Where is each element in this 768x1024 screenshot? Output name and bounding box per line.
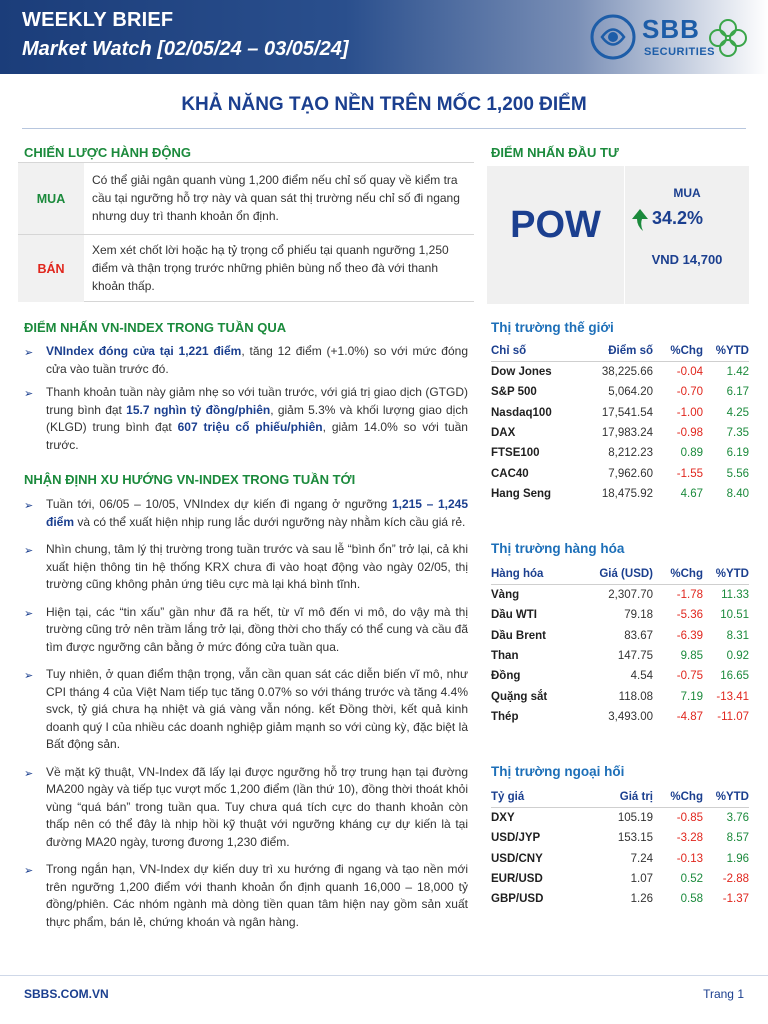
outlook-list [24, 496, 468, 931]
table-cell: -1.00 [676, 406, 703, 419]
table-cell: 7.35 [726, 427, 749, 440]
list-item [24, 764, 468, 852]
row-label: S&P 500 [491, 386, 537, 399]
footer-website-link[interactable]: SBBS.COM.VN [24, 987, 109, 1001]
table-cell: -0.70 [676, 386, 703, 399]
vnindex-close-highlight: VNIndex đóng cửa tại 1,221 điểm [46, 344, 242, 358]
row-label: Dow Jones [491, 366, 552, 379]
bullet-arrow-icon: ➢ [24, 500, 34, 512]
logo-emblem-icon [588, 12, 638, 62]
table-cell: 6.17 [726, 386, 749, 399]
table-cell: 8,212.23 [608, 447, 653, 460]
bullet-text: Về mặt kỹ thuật, VN-Index đã lấy lại được ngưỡng hỗ trợ trung hạn tại đường MA200 ngày và tiếp tục vượt mốc 1,200 điểm (lần thứ 10), đồng thời thoát khỏi vùng “quá bán” trong tuần qua. Tuy chưa quá tích cực do thanh khoản còn thấp nên có thể đây là nhịp hồi kỹ thuật với ngưỡng kháng cự dự kiến là tại đường MA20 ngày, tương đương 1,230 điểm. [46, 764, 468, 849]
column-header: Hàng hóa [491, 567, 544, 580]
bullet-text: Hiện tại, các “tin xấu” gần như đã ra hết, từ vĩ mô đến vi mô, do vậy mà thị trường cũng trở nên trầm lắng trở lại, đồng thời cho thấy có thể cung và cầu đã tìm được ngưỡng cân bằng ở mức đóng cửa tuần qua. [46, 604, 468, 654]
company-logo [588, 10, 748, 66]
list-item [24, 541, 468, 594]
table-row [491, 443, 749, 463]
table-cell: 7.19 [680, 690, 703, 703]
table-cell: 3,493.00 [608, 710, 653, 723]
table-cell: -1.78 [676, 589, 703, 602]
table-cell: 2,307.70 [608, 589, 653, 602]
table-cell: 4.54 [630, 670, 653, 683]
pick-action: MUA [673, 186, 701, 200]
bullet-arrow-icon: ➢ [24, 388, 34, 400]
bullet-arrow-icon: ➢ [24, 865, 34, 877]
table-cell: -3.28 [676, 832, 703, 845]
strategy-text-sell: Xem xét chốt lời hoặc hạ tỷ trọng cổ phiếu tại quanh ngưỡng 1,250 điểm và thận trọng trước những phiên bùng nổ theo đà với thanh khoản thấp. [92, 243, 449, 293]
column-header: %YTD [715, 790, 749, 803]
gtgd-highlight: 15.7 nghìn tỷ đồng/phiên [126, 402, 271, 417]
logo-clover-icon [708, 18, 748, 58]
row-label: GBP/USD [491, 893, 544, 906]
bullet-text: , giảm 5.3% và khối lượng giao dịch (KLGD) trung bình đạt [46, 402, 469, 434]
commodity-market-heading: Thị trường hàng hóa [491, 541, 625, 556]
row-label: Đồng [491, 670, 521, 683]
table-cell: 0.52 [680, 873, 703, 886]
commodity-market-table [491, 563, 749, 727]
pick-heading: ĐIỂM NHẤN ĐẦU TƯ [491, 145, 619, 160]
table-row [491, 646, 749, 666]
table-cell: -13.41 [716, 690, 749, 703]
row-label: Dầu WTI [491, 609, 537, 622]
table-cell: 9.85 [680, 650, 703, 663]
strategy-label-sell: BÁN [18, 235, 84, 302]
table-cell: -0.04 [676, 366, 703, 379]
table-cell: -2.88 [722, 873, 749, 886]
column-header: Tỷ giá [491, 790, 525, 803]
row-label: Quặng sắt [491, 690, 548, 703]
fx-market-table [491, 786, 749, 909]
strategy-row-sell [18, 235, 474, 302]
table-row [491, 828, 749, 848]
table-cell: 3.76 [726, 812, 749, 825]
table-cell: 8.40 [726, 487, 749, 500]
table-row [491, 869, 749, 889]
row-label: DAX [491, 427, 516, 440]
table-cell: 0.89 [680, 447, 703, 460]
list-item [24, 666, 468, 754]
table-cell: -0.85 [676, 812, 703, 825]
bullet-text: Nhìn chung, tâm lý thị trường trong tuần trước và sau lễ “bình ổn” trở lại, cả khi xuất hiện thông tin hệ thống KRX chưa đi vào hoạt động vào ngày 02/05, thị trường cũng không phản ứng tiêu cực mà lại khá bình tĩnh. [46, 542, 468, 591]
pick-ticker: POW [510, 204, 601, 246]
bullet-text: Tuy nhiên, ở quan điểm thận trọng, vẫn cần quan sát các diễn biến vĩ mô, như CPI tháng 4 của Việt Nam tiếp tục tăng 0.07% so với tháng trước và tăng 4.4% svck, tỷ giá chưa hạ nhiệt và giá vàng vẫn nóng. kết Đồng thời, kết quả kinh doanh quý I của nhiều các doanh nghiệp giảm mạnh so với cùng kỳ, đặc biệt là Bất động sản. [46, 667, 468, 751]
vnindex-week-heading: ĐIỂM NHẤN VN-INDEX TRONG TUẦN QUA [24, 320, 287, 335]
row-label: CAC40 [491, 467, 529, 480]
bullet-arrow-icon: ➢ [24, 545, 34, 557]
world-market-table [491, 340, 749, 504]
table-row [491, 605, 749, 625]
strategy-label-buy: MUA [18, 163, 84, 234]
page-title: KHẢ NĂNG TẠO NỀN TRÊN MỐC 1,200 ĐIỂM [181, 94, 587, 115]
table-cell: 7.24 [630, 852, 653, 865]
table-row [491, 382, 749, 402]
table-row [491, 423, 749, 443]
title-divider [22, 128, 746, 129]
strategy-heading: CHIẾN LƯỢC HÀNH ĐỘNG [24, 145, 192, 160]
list-item [24, 384, 468, 454]
table-row [491, 403, 749, 423]
pick-change: 34.2% [652, 208, 704, 228]
footer-divider [0, 975, 768, 976]
table-cell: -6.39 [676, 629, 703, 642]
table-cell: -11.07 [717, 710, 749, 723]
row-label: USD/JYP [491, 832, 541, 845]
table-cell: 38,225.66 [601, 366, 653, 379]
fx-table-body [491, 808, 749, 909]
row-label: Hang Seng [491, 487, 552, 500]
table-cell: 4.25 [726, 406, 749, 419]
row-label: Dầu Brent [491, 629, 546, 642]
list-item [24, 861, 468, 931]
pick-price: VND 14,700 [651, 252, 723, 267]
table-row [491, 666, 749, 686]
row-label: DXY [491, 812, 515, 825]
table-header [491, 563, 749, 585]
table-cell: 10.51 [720, 609, 749, 622]
bullet-text: Tuần tới, 06/05 – 10/05, VNIndex dự kiến đi ngang ở ngưỡng [46, 497, 392, 511]
table-cell: 16.65 [720, 670, 749, 683]
column-header: %YTD [715, 567, 749, 580]
commodity-table-body [491, 585, 749, 727]
column-header: %Chg [670, 567, 703, 580]
table-cell: -0.13 [676, 852, 703, 865]
logo-subtext: SECURITIES [644, 46, 716, 58]
outlook-heading: NHẬN ĐỊNH XU HƯỚNG VN-INDEX TRONG TUẦN TỚI [24, 472, 356, 487]
table-cell: 0.92 [726, 650, 749, 663]
table-cell: -0.75 [676, 670, 703, 683]
row-label: EUR/USD [491, 873, 543, 886]
bullet-text: , tăng 12 điểm (+1.0%) so với mức đóng cửa vào tuần trước đó. [46, 344, 468, 376]
table-cell: -5.36 [676, 609, 703, 622]
table-cell: 1.96 [726, 852, 749, 865]
range-highlight: 1,215 – 1,245 điểm [46, 497, 468, 529]
list-item [24, 604, 468, 657]
table-cell: -0.98 [676, 427, 703, 440]
column-header: %Chg [670, 790, 703, 803]
table-cell: 83.67 [624, 629, 653, 642]
table-header [491, 340, 749, 362]
column-header: %Chg [670, 344, 703, 357]
column-header: Chỉ số [491, 344, 527, 357]
table-cell: 1.26 [630, 893, 653, 906]
table-cell: 11.33 [721, 589, 749, 602]
bullet-text: Trong ngắn hạn, VN-Index dự kiến duy trì xu hướng đi ngang và tạo nền mới trên ngưỡng 1,200 điểm với thanh khoản ổn định quanh 16,000 – 18,000 tỷ đồng/phiên. Các nhóm ngành mà dòng tiền quan tâm hiện nay gồm sản xuất thực phẩm, bán lẻ, chứng khoán và ngân hàng. [46, 862, 468, 929]
table-cell: 6.19 [726, 447, 749, 460]
table-cell: 17,983.24 [601, 427, 653, 440]
column-header: Điểm số [608, 344, 653, 357]
table-row [491, 463, 749, 483]
table-cell: -4.87 [676, 710, 703, 723]
table-row [491, 484, 749, 504]
klgd-highlight: 607 triệu cổ phiếu/phiên [177, 420, 323, 434]
table-cell: 147.75 [617, 650, 653, 663]
column-header: %YTD [715, 344, 749, 357]
bullet-text: Thanh khoản tuần này giảm nhẹ so với tuần trước, với giá trị giao dịch (GTGD) trung bình đạt [46, 385, 468, 417]
row-label: USD/CNY [491, 852, 543, 865]
table-cell: -1.55 [676, 467, 703, 480]
table-cell: 118.08 [618, 690, 653, 703]
row-label: Than [491, 650, 519, 663]
table-cell: 18,475.92 [601, 487, 653, 500]
table-row [491, 707, 749, 727]
page-number: Trang 1 [703, 987, 744, 1001]
table-cell: 5.56 [726, 467, 749, 480]
brief-title: WEEKLY BRIEF [22, 9, 174, 31]
table-cell: 7,962.60 [608, 467, 653, 480]
table-cell: 1.07 [630, 873, 653, 886]
table-cell: 79.18 [624, 609, 653, 622]
world-market-heading: Thị trường thế giới [491, 320, 614, 335]
table-row [491, 889, 749, 909]
world-table-body [491, 362, 749, 504]
bullet-text: , giảm 14.0% so với tuần trước. [46, 420, 468, 452]
table-row [491, 362, 749, 382]
table-row [491, 626, 749, 646]
table-header [491, 786, 749, 808]
row-label: FTSE100 [491, 447, 540, 460]
table-row [491, 808, 749, 828]
table-cell: 5,064.20 [608, 386, 653, 399]
table-cell: 1.42 [726, 366, 749, 379]
table-cell: 17,541.54 [601, 406, 653, 419]
bullet-arrow-icon: ➢ [24, 347, 34, 359]
fx-market-heading: Thị trường ngoại hối [491, 764, 625, 779]
row-label: Vàng [491, 589, 520, 602]
column-header: Giá (USD) [599, 567, 653, 580]
strategy-table [18, 162, 474, 302]
table-cell: 8.57 [726, 832, 749, 845]
table-cell: 153.15 [617, 832, 653, 845]
bullet-text: và có thể xuất hiện nhịp rung lắc dưới ngưỡng này nhằm kích cầu giá rẻ. [74, 514, 466, 529]
table-cell: 105.19 [617, 812, 653, 825]
table-cell: 4.67 [680, 487, 703, 500]
bullet-arrow-icon: ➢ [24, 607, 34, 620]
pick-card [487, 166, 749, 304]
strategy-row-buy [18, 163, 474, 235]
row-label: Nasdaq100 [491, 406, 552, 419]
brief-subtitle: Market Watch [02/05/24 – 03/05/24] [22, 38, 349, 60]
column-header: Giá trị [619, 790, 653, 803]
table-cell: -1.37 [722, 893, 749, 906]
bullet-arrow-icon: ➢ [24, 670, 34, 682]
vnindex-week-list [24, 343, 468, 454]
up-arrow-icon [631, 208, 649, 232]
list-item [24, 343, 468, 378]
table-row [491, 849, 749, 869]
logo-name: SBB [642, 14, 700, 44]
table-cell: 0.58 [680, 893, 703, 906]
table-row [491, 686, 749, 706]
table-row [491, 585, 749, 605]
bullet-arrow-icon: ➢ [24, 767, 34, 780]
row-label: Thép [491, 710, 519, 723]
strategy-text-buy: Có thể giải ngân quanh vùng 1,200 điểm nếu chỉ số quay về kiểm tra cầu tại ngưỡng hỗ trợ này và quan sát thị trường nếu chỉ số đi ngang nhưng duy trì thanh khoản ổn định. [92, 173, 460, 223]
table-cell: 8.31 [726, 629, 749, 642]
list-item [24, 496, 468, 531]
